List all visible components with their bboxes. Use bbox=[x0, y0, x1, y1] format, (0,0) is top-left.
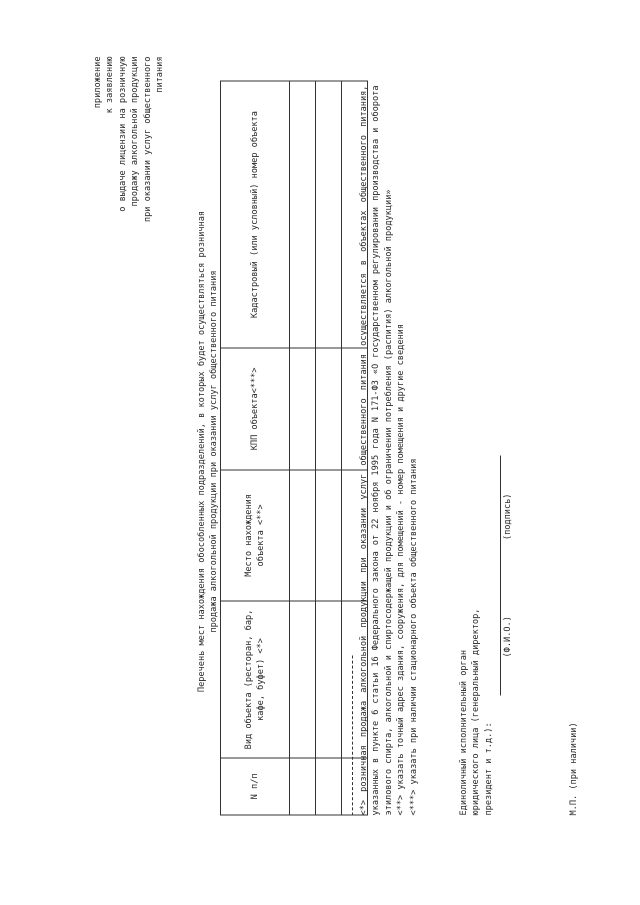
signature-labels bbox=[502, 455, 514, 695]
stamp-place: М.П. (при наличии) bbox=[569, 721, 579, 815]
footnotes bbox=[358, 85, 420, 815]
places-table bbox=[220, 80, 368, 815]
table-cell bbox=[316, 348, 342, 469]
list-title bbox=[196, 81, 221, 821]
footnote-2: <**> указать точный адрес здания, сооружения, для помещений - номер помещения и другие сведения bbox=[396, 323, 407, 815]
table-cell bbox=[290, 348, 316, 469]
table-cell bbox=[290, 757, 316, 814]
table-cell bbox=[290, 469, 316, 601]
appendix-line: продажу алкогольной продукции bbox=[130, 56, 141, 207]
fio-label: (Ф.И.О.) bbox=[503, 615, 513, 657]
sign-label: (подпись) bbox=[503, 493, 513, 540]
signatory-line: Единоличный исполнительный орган bbox=[459, 649, 469, 815]
appendix-line: к заявлению bbox=[105, 56, 116, 113]
table-cell bbox=[316, 469, 342, 601]
table-cell bbox=[290, 601, 316, 758]
header-kpp: КПП объекта<***> bbox=[221, 348, 290, 469]
appendix-header bbox=[92, 56, 167, 356]
header-number: N п/п bbox=[221, 757, 290, 814]
table-row bbox=[316, 81, 342, 815]
footnote-1: <*> розничная продажа алкогольной продукции при оказании услуг общественного питания осуществляется в объектах общественного питания, указанных в пункте 6 статьи 16 Федерального закона от 22 ноября 1995 года N 171-ФЗ «О государственном регулировании производства и оборота этилового спирта, алкогольной и спиртосодержащей продукции и об ограничении потребления (распития) алкогольной продукции» bbox=[359, 85, 394, 815]
list-title-line: Перечень мест нахождения обособленных подразделений, в которых будет осуществляться розничная bbox=[197, 210, 207, 692]
table-cell bbox=[316, 601, 342, 758]
appendix-line: приложение bbox=[93, 56, 103, 108]
header-cadastral-number: Кадастровый (или условный) номер объекта bbox=[221, 81, 290, 348]
table-cell bbox=[290, 81, 316, 348]
list-title-line: продажа алкогольной продукции при оказании услуг общественного питания bbox=[209, 269, 220, 633]
table-row bbox=[290, 81, 316, 815]
table-cell bbox=[316, 81, 342, 348]
footnote-separator bbox=[352, 655, 353, 815]
appendix-line: питания bbox=[155, 56, 166, 93]
signatory-block bbox=[458, 395, 495, 815]
signature-field bbox=[500, 455, 514, 695]
appendix-line: при оказании услуг общественного bbox=[142, 56, 153, 222]
table-header-row bbox=[221, 81, 290, 815]
signature-line bbox=[500, 455, 501, 695]
signatory-line: президент и т.д.): bbox=[483, 721, 494, 815]
appendix-line: о выдаче лицензии на розничную bbox=[117, 56, 128, 212]
rotated-content bbox=[20, 50, 620, 855]
footnote-3: <***> указать при наличии стационарного объекта общественного питания bbox=[408, 458, 419, 815]
header-location: Место нахождения объекта <**> bbox=[221, 469, 290, 601]
signatory-line: юридического лица (генеральный директор, bbox=[471, 608, 482, 815]
table-cell bbox=[316, 757, 342, 814]
header-object-type: Вид объекта (ресторан, бар, кафе, буфет) <*> bbox=[221, 601, 290, 758]
